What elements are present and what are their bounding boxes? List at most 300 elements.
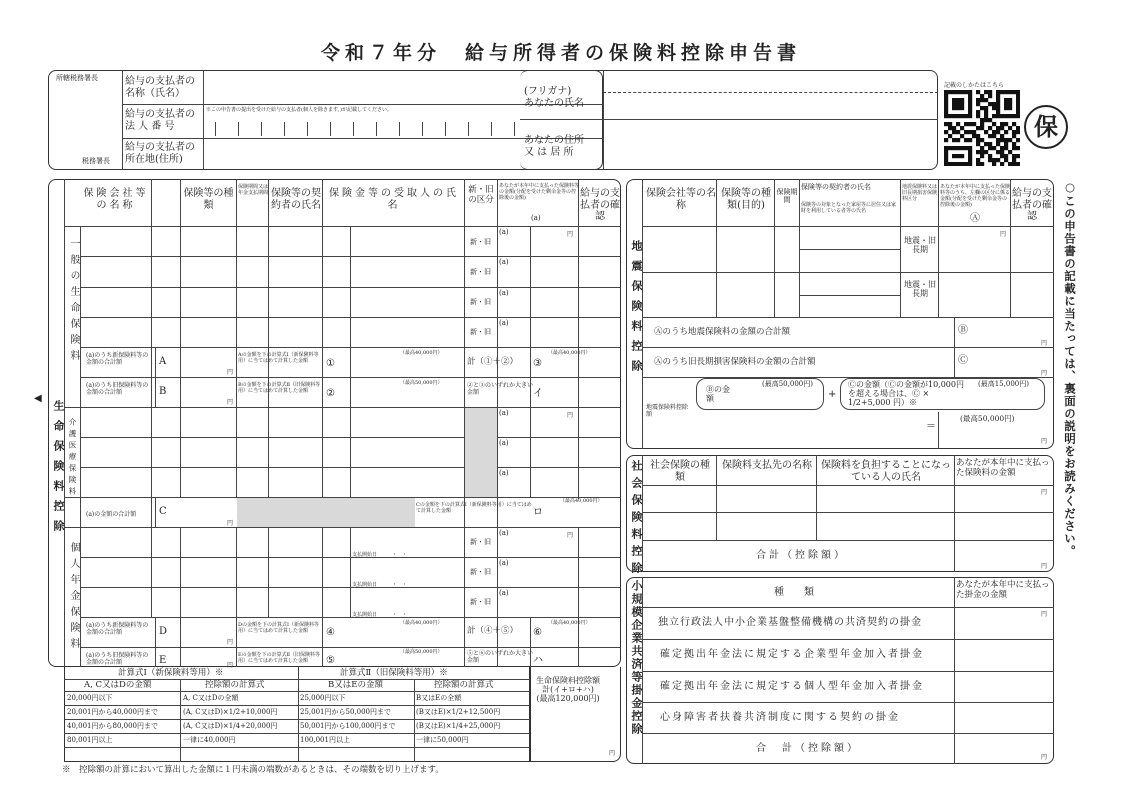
qr-module bbox=[1012, 154, 1016, 158]
qr-module bbox=[984, 150, 988, 154]
general-row-2-shinkyu[interactable]: 新・旧 bbox=[470, 268, 491, 276]
life-insurance-section bbox=[48, 179, 621, 667]
quake-calc-label: 地震保険料控除額 bbox=[646, 404, 689, 419]
qr-module bbox=[956, 138, 960, 142]
qr-module bbox=[992, 102, 996, 106]
quake-row-2-kubun[interactable]: 地震・旧長期 bbox=[904, 280, 936, 299]
qr-module bbox=[956, 102, 960, 106]
qr-module bbox=[1012, 162, 1016, 166]
qr-module bbox=[960, 154, 964, 158]
qr-module bbox=[1004, 106, 1008, 110]
qr-module bbox=[996, 102, 1000, 106]
qr-module bbox=[984, 106, 988, 110]
qr-module bbox=[988, 94, 992, 98]
quake-eq: ＝ bbox=[926, 421, 936, 432]
pension-row-2-a: (a) bbox=[499, 559, 509, 567]
qr-module bbox=[980, 150, 984, 154]
qr-module bbox=[1004, 122, 1008, 126]
qr-module bbox=[976, 110, 980, 114]
small-total: 合 計（控除額） bbox=[756, 743, 860, 754]
quake-max15: (最高15,000円) bbox=[978, 380, 1029, 388]
formula2-h1: B又はEの金額 bbox=[328, 680, 383, 690]
qr-module bbox=[968, 98, 972, 102]
qr-module bbox=[1012, 142, 1016, 146]
f2-r3c1: 50,001円から100,000円まで bbox=[300, 722, 396, 730]
qr-module bbox=[988, 118, 992, 122]
qr-module bbox=[968, 154, 972, 158]
qr-module bbox=[1004, 146, 1008, 150]
f2-r2c2: (B又はE)×1/2+12,500円 bbox=[416, 708, 501, 716]
qr-module bbox=[1004, 98, 1008, 102]
calc-e-label: Eの金額を下の計算式Ⅱ（旧保険料等用）に当てはめて計算した金額 bbox=[238, 652, 321, 664]
qr-module bbox=[1016, 130, 1020, 134]
qr-module bbox=[972, 130, 976, 134]
qr-module bbox=[960, 106, 964, 110]
qr-module bbox=[988, 90, 992, 94]
qr-module bbox=[956, 98, 960, 102]
qr-module bbox=[956, 122, 960, 126]
max40-1: （最高40,000円） bbox=[400, 350, 443, 356]
qr-module bbox=[952, 146, 956, 150]
qr-module bbox=[960, 126, 964, 130]
quake-hdr-type: 保険等の種類(目的) bbox=[721, 188, 771, 211]
qr-module bbox=[944, 158, 948, 162]
circle-5: ⑤ bbox=[326, 655, 335, 666]
social-row-1-yen: 円 bbox=[1041, 489, 1048, 496]
qr-module bbox=[976, 90, 980, 94]
qr-module bbox=[976, 162, 980, 166]
f2-r4c1: 100,001円以上 bbox=[300, 736, 350, 744]
payer-address-label: 給与の支払者の 所在地(住所) bbox=[125, 142, 195, 165]
qr-module bbox=[980, 118, 984, 122]
qr-module bbox=[996, 150, 1000, 154]
comp56-label: ⑤と⑥のいずれか大きい金額 bbox=[467, 650, 534, 665]
circle-6: ⑥ bbox=[533, 627, 542, 638]
quake-total-yen: 円 bbox=[1041, 438, 1048, 445]
qr-module bbox=[968, 138, 972, 142]
pay-start-2: 支払開始日 ・ ・ bbox=[352, 582, 408, 588]
qr-code[interactable] bbox=[944, 90, 1020, 166]
furigana-label: (フリガナ) あなたの氏名 bbox=[524, 86, 584, 109]
i-mark: イ bbox=[533, 388, 543, 399]
quake-sum-b-mark: Ⓑ bbox=[958, 325, 968, 336]
qr-module bbox=[984, 118, 988, 122]
qr-module bbox=[944, 90, 948, 94]
qr-module bbox=[964, 122, 968, 126]
qr-module bbox=[1000, 90, 1004, 94]
qr-module bbox=[976, 158, 980, 162]
qr-module bbox=[964, 130, 968, 134]
qr-module bbox=[996, 158, 1000, 162]
qr-module bbox=[1016, 162, 1020, 166]
qr-module bbox=[972, 134, 976, 138]
comp23-label: ②と③のいずれか大きい金額 bbox=[467, 382, 534, 397]
sum-c-label: (a)の金額の合計額 bbox=[86, 511, 137, 518]
side-note: ○この申告書の記載に当たっては、裏面の説明をお読みください。 bbox=[1063, 180, 1077, 558]
f1-r4c2: 一律に40,000円 bbox=[183, 736, 236, 744]
pay-start-3: 支払開始日 ・ ・ bbox=[352, 612, 408, 618]
f1-r2c1: 20,001円から40,000円まで bbox=[67, 708, 158, 716]
qr-module bbox=[944, 94, 948, 98]
small-row-1-yen: 円 bbox=[1041, 611, 1048, 618]
small-hdr-amount: あなたが本年中に支払った掛金の金額 bbox=[956, 580, 1050, 600]
qr-module bbox=[988, 126, 992, 130]
quake-row-1-yen: 円 bbox=[1000, 231, 1007, 238]
qr-module bbox=[964, 162, 968, 166]
qr-module bbox=[952, 126, 956, 130]
f2-r1c1: 25,000円以下 bbox=[300, 694, 346, 702]
qr-module bbox=[1008, 162, 1012, 166]
qr-module bbox=[956, 106, 960, 110]
general-row-2-a: (a) bbox=[499, 258, 509, 266]
qr-module bbox=[996, 130, 1000, 134]
quake-hdr-period: 保険期間 bbox=[776, 188, 798, 205]
qr-module bbox=[948, 90, 952, 94]
qr-module bbox=[1008, 102, 1012, 106]
qr-module bbox=[1008, 114, 1012, 118]
quake-plus: + bbox=[828, 389, 837, 400]
qr-module bbox=[980, 106, 984, 110]
qr-module bbox=[996, 110, 1000, 114]
qr-module bbox=[964, 90, 968, 94]
qr-module bbox=[944, 130, 948, 134]
qr-module bbox=[992, 158, 996, 162]
qr-module bbox=[1012, 114, 1016, 118]
care-row-1-yen: 円 bbox=[567, 412, 574, 419]
qr-module bbox=[968, 106, 972, 110]
sum-a-yen: 円 bbox=[227, 369, 234, 376]
qr-module bbox=[980, 98, 984, 102]
qr-module bbox=[996, 106, 1000, 110]
qr-module bbox=[964, 146, 968, 150]
qr-module bbox=[980, 94, 984, 98]
qr-module bbox=[1004, 114, 1008, 118]
max40-4: （最高40,000円） bbox=[400, 620, 443, 626]
quake-hdr-a: Ⓐ bbox=[970, 213, 980, 224]
circle-4: ④ bbox=[326, 627, 335, 638]
qr-module bbox=[1012, 122, 1016, 126]
qr-module bbox=[992, 130, 996, 134]
care-row-2-a: (a) bbox=[499, 439, 509, 447]
qr-module bbox=[976, 102, 980, 106]
max40-5: （最高40,000円） bbox=[548, 620, 591, 626]
social-hdr-amount: あなたが本年中に支払った保険料の金額 bbox=[956, 458, 1050, 478]
qr-module bbox=[996, 98, 1000, 102]
qr-module bbox=[996, 90, 1000, 94]
f1-r3c2: (A, C又はD)×1/4+20,000円 bbox=[183, 722, 278, 730]
qr-module bbox=[968, 94, 972, 98]
quake-section-title: 地震保険料控除 bbox=[630, 240, 643, 380]
qr-module bbox=[1016, 102, 1020, 106]
care-row-3-a: (a) bbox=[499, 469, 509, 477]
quake-row-1-kubun[interactable]: 地震・旧長期 bbox=[904, 236, 936, 255]
qr-module bbox=[1000, 114, 1004, 118]
qr-module bbox=[996, 114, 1000, 118]
qr-module bbox=[1004, 90, 1008, 94]
qr-module bbox=[1000, 138, 1004, 142]
general-row-3-shinkyu[interactable]: 新・旧 bbox=[470, 298, 491, 306]
qr-module bbox=[956, 154, 960, 158]
qr-module bbox=[944, 138, 948, 142]
qr-module bbox=[1004, 138, 1008, 142]
qr-module bbox=[968, 162, 972, 166]
qr-module bbox=[1016, 154, 1020, 158]
qr-module bbox=[976, 150, 980, 154]
small-total-yen: 円 bbox=[1041, 754, 1048, 761]
qr-module bbox=[992, 122, 996, 126]
circle-3: ③ bbox=[533, 358, 542, 369]
qr-module bbox=[952, 102, 956, 106]
qr-module bbox=[952, 130, 956, 134]
sum-d-yen: 円 bbox=[227, 639, 234, 646]
life-hdr-confirm: 給与の支払者の確認 bbox=[580, 188, 620, 222]
qr-module bbox=[944, 106, 948, 110]
pension-row-1-a: (a) bbox=[499, 529, 509, 537]
calc-b-label: Bの金額を下の計算式Ⅱ（旧保険料等用）に当てはめて計算した金額 bbox=[238, 382, 321, 394]
qr-module bbox=[984, 130, 988, 134]
life-hdr-receiver: 保険金等の受取人の氏名 bbox=[329, 188, 459, 211]
qr-module bbox=[948, 114, 952, 118]
qr-module bbox=[968, 150, 972, 154]
qr-module bbox=[976, 134, 980, 138]
care-label: 介護医療保険料 bbox=[68, 418, 77, 499]
qr-module bbox=[992, 146, 996, 150]
qr-module bbox=[996, 126, 1000, 130]
life-hdr-contractor: 保険等の契約者の氏名 bbox=[271, 188, 321, 211]
quake-hdr-category: 地震保険料又は旧長期損害保険料区分 bbox=[902, 184, 938, 202]
qr-module bbox=[956, 146, 960, 150]
qr-module bbox=[980, 146, 984, 150]
payer-corp-label: 給与の支払者の 法 人 番 号 bbox=[125, 109, 195, 132]
qr-module bbox=[968, 158, 972, 162]
qr-module bbox=[944, 162, 948, 166]
qr-module bbox=[952, 98, 956, 102]
qr-module bbox=[960, 146, 964, 150]
general-row-4-shinkyu[interactable]: 新・旧 bbox=[470, 328, 491, 336]
qr-module bbox=[948, 134, 952, 138]
qr-module bbox=[1016, 90, 1020, 94]
quake-hdr-resident: 保険等の対象となった家屋等に居住又は家財を利用している者等の氏名 bbox=[801, 202, 897, 214]
formula1-title: 計算式Ⅰ（新保険料等用）※ bbox=[118, 668, 224, 678]
qr-module bbox=[1008, 90, 1012, 94]
f1-r1c2: A, C又はDの全額 bbox=[183, 694, 239, 702]
qr-module bbox=[956, 90, 960, 94]
life-hdr-company: 保険会社等の名称 bbox=[83, 188, 149, 211]
pension-row-1-yen: 円 bbox=[567, 532, 574, 539]
qr-module bbox=[1000, 134, 1004, 138]
qr-module bbox=[988, 154, 992, 158]
sum-a-label: (a)のうち新保険料等の金額の合計額 bbox=[86, 352, 149, 367]
quake-sum-c-mark: Ⓒ bbox=[958, 355, 968, 366]
qr-module bbox=[984, 98, 988, 102]
qr-module bbox=[992, 114, 996, 118]
qr-module bbox=[1004, 142, 1008, 146]
corp-number-ticks[interactable] bbox=[215, 122, 515, 136]
formula2-h2: 控除額の計算式 bbox=[434, 680, 494, 690]
qr-module bbox=[996, 142, 1000, 146]
general-row-3-a: (a) bbox=[499, 289, 509, 297]
f1-r2c2: (A, C又はD)×1/2+10,000円 bbox=[183, 708, 278, 716]
qr-module bbox=[1000, 150, 1004, 154]
qr-module bbox=[980, 126, 984, 130]
qr-module bbox=[944, 98, 948, 102]
general-life-label: 一般の生命保険料 bbox=[68, 238, 79, 366]
qr-module bbox=[1000, 146, 1004, 150]
qr-module bbox=[984, 110, 988, 114]
qr-module bbox=[1012, 90, 1016, 94]
qr-module bbox=[972, 122, 976, 126]
qr-module bbox=[956, 162, 960, 166]
qr-module bbox=[1016, 94, 1020, 98]
qr-module bbox=[964, 114, 968, 118]
general-row-1-a: (a) bbox=[499, 228, 509, 236]
life-hdr-amount: あなたが本年中に支払った保険料等の金額(分配を受けた剰余金等の控除後の金額) bbox=[499, 183, 580, 201]
pension-row-3-shinkyu[interactable]: 新・旧 bbox=[470, 598, 491, 606]
qr-module bbox=[1008, 126, 1012, 130]
qr-module bbox=[960, 162, 964, 166]
social-total: 合計（控除額） bbox=[756, 550, 847, 561]
f1-r4c1: 80,001円以上 bbox=[67, 736, 113, 744]
ro-mark: ロ bbox=[533, 507, 543, 518]
qr-module bbox=[952, 114, 956, 118]
qr-module bbox=[976, 142, 980, 146]
qr-module bbox=[1004, 158, 1008, 162]
qr-module bbox=[968, 130, 972, 134]
qr-module bbox=[1012, 158, 1016, 162]
life-hdr-type: 保険等の種類 bbox=[183, 188, 234, 211]
formula1-h1: A, C又はDの金額 bbox=[84, 680, 152, 690]
qr-module bbox=[968, 102, 972, 106]
office-suffix: 税務署長 bbox=[82, 157, 110, 165]
qr-module bbox=[1008, 98, 1012, 102]
qr-module bbox=[1004, 154, 1008, 158]
qr-module bbox=[952, 138, 956, 142]
qr-module bbox=[944, 110, 948, 114]
pension-row-2-shinkyu[interactable]: 新・旧 bbox=[470, 568, 491, 576]
qr-module bbox=[948, 122, 952, 126]
qr-module bbox=[988, 134, 992, 138]
qr-module bbox=[944, 122, 948, 126]
life-hdr-period: 保険期間又は年金支払期間 bbox=[238, 184, 269, 196]
qr-module bbox=[976, 98, 980, 102]
qr-module bbox=[976, 138, 980, 142]
life-hdr-a: (a) bbox=[531, 214, 541, 222]
quake-c-amt: Ⓒの金額（Ⓒの金額が10,000円を超える場合は、Ⓒ × 1/2+5,000 円）※ bbox=[848, 380, 964, 408]
life-section-title: 生命保険料控除 bbox=[52, 400, 65, 540]
qr-module bbox=[968, 110, 972, 114]
qr-module bbox=[948, 146, 952, 150]
qr-module bbox=[1008, 138, 1012, 142]
qr-module bbox=[960, 114, 964, 118]
small-row-4: 心身障害者扶養共済制度に関する契約の掛金 bbox=[660, 712, 900, 723]
qr-module bbox=[944, 114, 948, 118]
qr-module bbox=[948, 162, 952, 166]
quake-max50-a: (最高50,000円) bbox=[762, 380, 813, 388]
quake-sum-b-yen: 円 bbox=[1041, 340, 1048, 347]
max40-2: （最高40,000円） bbox=[548, 350, 591, 356]
kei12-label: 計（①＋②） bbox=[467, 357, 519, 367]
f1-r3c1: 40,001円から80,000円まで bbox=[67, 722, 158, 730]
formula2-title: 計算式Ⅱ（旧保険料等用）※ bbox=[340, 668, 448, 678]
qr-module bbox=[1000, 162, 1004, 166]
general-row-1-shinkyu[interactable]: 新・旧 bbox=[470, 238, 491, 246]
qr-module bbox=[988, 158, 992, 162]
qr-module bbox=[956, 130, 960, 134]
qr-module bbox=[952, 90, 956, 94]
qr-module bbox=[960, 98, 964, 102]
social-hdr-type: 社会保険の種類 bbox=[650, 460, 710, 483]
page-title: 令和７年分 給与所得者の保険料控除申告書 bbox=[320, 42, 801, 64]
sum-b-mark: B bbox=[159, 386, 167, 397]
pension-row-3-a: (a) bbox=[499, 589, 509, 597]
social-hdr-burden: 保険料を負担することになっている人の氏名 bbox=[821, 460, 951, 483]
circle-1: ① bbox=[326, 358, 335, 369]
qr-module bbox=[944, 154, 948, 158]
max40-3: （最高40,000円） bbox=[560, 498, 603, 504]
sum-b-yen: 円 bbox=[227, 399, 234, 406]
pension-label: 個人年金保険料 bbox=[68, 542, 79, 654]
seal-mark: 保 bbox=[1024, 105, 1068, 149]
general-row-1-yen: 円 bbox=[567, 231, 574, 238]
quake-max50-b: (最高50,000円) bbox=[960, 414, 1015, 423]
calc-c-label: Cの金額を下の計算式Ⅰ（新保険料等用）に当てはめて計算した金額 bbox=[416, 502, 532, 514]
qr-module bbox=[952, 106, 956, 110]
qr-module bbox=[1012, 134, 1016, 138]
sum-e-label: (a)のうち旧保険料等の金額の合計額 bbox=[86, 652, 149, 667]
sum-a-mark: A bbox=[159, 356, 167, 367]
social-hdr-payee: 保険料支払先の名称 bbox=[722, 460, 812, 471]
quake-hdr-confirm: 給与の支払者の確認 bbox=[1012, 188, 1052, 222]
qr-module bbox=[960, 134, 964, 138]
qr-module bbox=[984, 114, 988, 118]
pension-row-1-shinkyu[interactable]: 新・旧 bbox=[470, 538, 491, 546]
small-hdr-type: 種 類 bbox=[774, 587, 814, 598]
life-total-yen: 円 bbox=[609, 750, 616, 757]
f2-r1c2: B又はEの全額 bbox=[416, 694, 462, 702]
sum-c-mark: C bbox=[159, 506, 167, 517]
qr-module bbox=[984, 142, 988, 146]
qr-module bbox=[1000, 122, 1004, 126]
qr-module bbox=[976, 114, 980, 118]
qr-module bbox=[1016, 106, 1020, 110]
sum-e-yen: 円 bbox=[227, 662, 234, 669]
your-address-label: あなたの住所 又 は 居 所 bbox=[524, 135, 584, 158]
small-row-3: 確定拠出年金法に規定する個人型年金加入者掛金 bbox=[660, 681, 924, 692]
quake-sum-b-label: Ⓐのうち地震保険料の金額の合計額 bbox=[654, 327, 791, 337]
quake-b-amt: Ⓑの金額 bbox=[706, 385, 730, 404]
care-shinkyu-gray bbox=[465, 408, 497, 497]
qr-module bbox=[948, 126, 952, 130]
small-row-2: 確定拠出年金法に規定する企業型年金加入者掛金 bbox=[660, 649, 924, 660]
f2-r2c1: 25,001円から50,000円まで bbox=[300, 708, 391, 716]
payer-name-label: 給与の支払者の 名称（氏名） bbox=[125, 76, 195, 99]
qr-module bbox=[980, 154, 984, 158]
qr-module bbox=[992, 106, 996, 110]
qr-module bbox=[1016, 138, 1020, 142]
sum-e-mark: E bbox=[159, 655, 167, 666]
circle-2: ② bbox=[326, 388, 335, 399]
qr-module bbox=[960, 102, 964, 106]
ha-mark: ハ bbox=[533, 655, 543, 666]
qr-module bbox=[996, 138, 1000, 142]
qr-module bbox=[952, 162, 956, 166]
qr-module bbox=[992, 162, 996, 166]
office-label: 所轄税務署長 bbox=[56, 74, 98, 82]
general-row-4-a: (a) bbox=[499, 319, 509, 327]
footnote: ※ 控除額の計算において算出した金額に１円未満の端数があるときは、その端数を切り上げます。 bbox=[62, 765, 444, 775]
qr-module bbox=[964, 138, 968, 142]
qr-module bbox=[1000, 154, 1004, 158]
